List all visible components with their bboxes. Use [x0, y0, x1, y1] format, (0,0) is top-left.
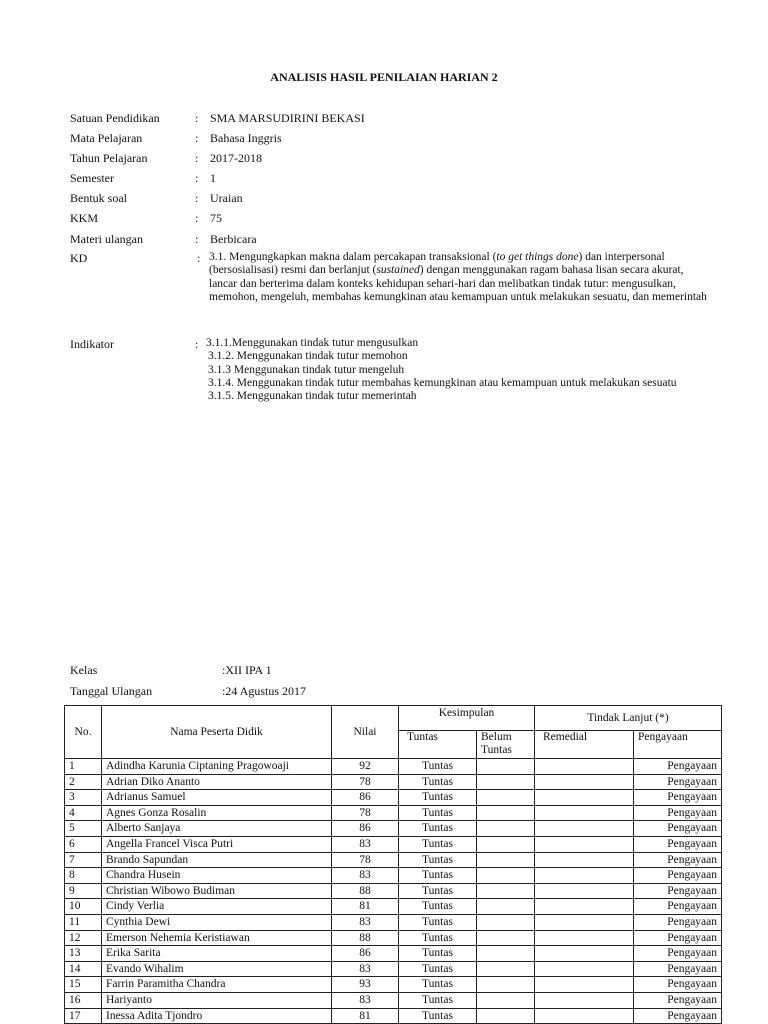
cell-nama: Inessa Adita Tjondro: [102, 1008, 332, 1024]
info-label: Semester: [70, 171, 114, 185]
cell-nilai: 93: [332, 977, 399, 993]
cell-nama: Brando Sapundan: [102, 852, 332, 868]
header-belum-tuntas: [477, 731, 535, 759]
cell-tuntas: Tuntas: [399, 961, 477, 977]
kelas-label: Kelas: [70, 663, 98, 677]
table-row: [65, 790, 722, 806]
cell-pengayaan: Pengayaan: [634, 930, 722, 946]
cell-no: 12: [65, 930, 102, 946]
cell-tuntas: Tuntas: [399, 774, 477, 790]
cell-remedial: [535, 774, 634, 790]
cell-nilai: 83: [332, 914, 399, 930]
cell-tuntas: Tuntas: [399, 977, 477, 993]
cell-tuntas: Tuntas: [399, 805, 477, 821]
cell-tuntas: Tuntas: [399, 914, 477, 930]
document-title: ANALISIS HASIL PENILAIAN HARIAN 2: [270, 70, 498, 84]
cell-remedial: [535, 914, 634, 930]
cell-remedial: [535, 852, 634, 868]
cell-nama: Christian Wibowo Budiman: [102, 883, 332, 899]
cell-nilai: 78: [332, 852, 399, 868]
kd-text-part-2: ) dan interpersonal (bersosialisasi) resmi dan berlanjut (: [209, 251, 665, 277]
cell-remedial: [535, 961, 634, 977]
table-row: [65, 868, 722, 884]
header-belum-line-2: Tuntas: [481, 744, 512, 756]
table-row: [65, 992, 722, 1008]
cell-nilai: 83: [332, 836, 399, 852]
kelas-value: :XII IPA 1: [222, 663, 272, 677]
info-colon: :: [195, 151, 199, 165]
cell-no: 14: [65, 961, 102, 977]
cell-no: 2: [65, 774, 102, 790]
table-row: [65, 914, 722, 930]
info-value: 1: [210, 171, 216, 185]
table-row: [65, 805, 722, 821]
cell-pengayaan: Pengayaan: [634, 1008, 722, 1024]
table-row: [65, 821, 722, 837]
cell-tuntas: Tuntas: [399, 836, 477, 852]
header-pengayaan: Pengayaan: [634, 731, 722, 759]
cell-nilai: 88: [332, 930, 399, 946]
cell-nama: Cindy Verlia: [102, 899, 332, 915]
cell-belum-tuntas: [477, 946, 535, 962]
cell-nama: Adrian Diko Ananto: [102, 774, 332, 790]
cell-nilai: 81: [332, 1008, 399, 1024]
cell-no: 8: [65, 868, 102, 884]
cell-belum-tuntas: [477, 930, 535, 946]
info-value: Uraian: [210, 191, 243, 205]
cell-belum-tuntas: [477, 852, 535, 868]
cell-nilai: 78: [332, 774, 399, 790]
cell-nama: Farrin Paramitha Chandra: [102, 977, 332, 993]
info-value: 75: [210, 211, 222, 225]
table-row: [65, 899, 722, 915]
cell-nilai: 81: [332, 899, 399, 915]
table-row: [65, 977, 722, 993]
cell-nilai: 78: [332, 805, 399, 821]
cell-remedial: [535, 977, 634, 993]
table-row: [65, 946, 722, 962]
cell-pengayaan: Pengayaan: [634, 961, 722, 977]
header-no: No.: [65, 706, 102, 759]
cell-remedial: [535, 805, 634, 821]
cell-pengayaan: Pengayaan: [634, 899, 722, 915]
cell-belum-tuntas: [477, 977, 535, 993]
header-belum-line-1: Belum: [481, 731, 512, 743]
table-row: [65, 836, 722, 852]
cell-nama: Adrianus Samuel: [102, 790, 332, 806]
cell-remedial: [535, 946, 634, 962]
cell-tuntas: Tuntas: [399, 852, 477, 868]
info-label: Mata Pelajaran: [70, 131, 143, 145]
kd-italic-1: to get things done: [496, 251, 579, 263]
cell-belum-tuntas: [477, 774, 535, 790]
indikator-item: 3.1.4. Menggunakan tindak tutur membahas kemungkinan atau kemampuan untuk melakukan sesuatu: [208, 376, 677, 389]
indikator-item: 3.1.2. Menggunakan tindak tutur memohon: [208, 350, 408, 363]
cell-remedial: [535, 759, 634, 775]
cell-remedial: [535, 790, 634, 806]
info-label: Satuan Pendidikan: [70, 111, 160, 125]
cell-remedial: [535, 1008, 634, 1024]
kd-text: [209, 251, 709, 304]
cell-nilai: 86: [332, 821, 399, 837]
cell-nilai: 83: [332, 961, 399, 977]
cell-nama: Emerson Nehemia Keristiawan: [102, 930, 332, 946]
cell-tuntas: Tuntas: [399, 946, 477, 962]
cell-pengayaan: Pengayaan: [634, 883, 722, 899]
cell-remedial: [535, 868, 634, 884]
kd-text-part-3: ) dengan menggunakan ragam bahasa lisan secara akurat, lancar dan berterima dalam konteks kehidupan sehari-hari dan melibatkan tindak tutur: mengusulkan, memohon, mengeluh, membahas kemungkinan atau kemampuan untuk melakukan sesuatu, dan memerintah: [209, 264, 707, 303]
info-value: Bahasa Inggris: [210, 131, 282, 145]
cell-remedial: [535, 992, 634, 1008]
cell-no: 10: [65, 899, 102, 915]
grades-body: [65, 759, 722, 1024]
info-colon: :: [195, 191, 199, 205]
cell-belum-tuntas: [477, 805, 535, 821]
cell-nama: Cynthia Dewi: [102, 914, 332, 930]
cell-tuntas: Tuntas: [399, 868, 477, 884]
cell-pengayaan: Pengayaan: [634, 805, 722, 821]
cell-belum-tuntas: [477, 759, 535, 775]
cell-no: 11: [65, 914, 102, 930]
cell-nama: Adindha Karunia Ciptaning Pragowoaji: [102, 759, 332, 775]
grades-table: [64, 705, 722, 1024]
cell-nilai: 92: [332, 759, 399, 775]
cell-tuntas: Tuntas: [399, 821, 477, 837]
cell-tuntas: Tuntas: [399, 759, 477, 775]
info-label: Bentuk soal: [70, 191, 127, 205]
kelas-row: [70, 663, 272, 678]
cell-belum-tuntas: [477, 821, 535, 837]
indikator-item: 3.1.1.Menggunakan tindak tutur mengusulkan: [206, 337, 419, 349]
header-nama: Nama Peserta Didik: [102, 706, 332, 759]
cell-nama: Chandra Husein: [102, 868, 332, 884]
table-row: [65, 759, 722, 775]
info-colon: :: [195, 232, 199, 246]
info-colon: :: [195, 171, 199, 185]
table-row: [65, 774, 722, 790]
info-label: KKM: [70, 211, 99, 225]
cell-tuntas: Tuntas: [399, 1008, 477, 1024]
cell-no: 7: [65, 852, 102, 868]
cell-no: 13: [65, 946, 102, 962]
cell-pengayaan: Pengayaan: [634, 821, 722, 837]
indikator-item: 3.1.3 Menggunakan tindak tutur mengeluh: [208, 363, 405, 376]
table-row: [65, 883, 722, 899]
kd-italic-2: sustained: [376, 264, 420, 277]
cell-belum-tuntas: [477, 914, 535, 930]
cell-pengayaan: Pengayaan: [634, 836, 722, 852]
cell-remedial: [535, 836, 634, 852]
cell-no: 17: [65, 1008, 102, 1024]
info-label: Tahun Pelajaran: [70, 151, 148, 165]
cell-pengayaan: Pengayaan: [634, 946, 722, 962]
header-tindak-lanjut: Tindak Lanjut (*): [535, 706, 722, 731]
indikator-item: 3.1.5. Menggunakan tindak tutur memerintah: [208, 390, 417, 403]
cell-belum-tuntas: [477, 868, 535, 884]
cell-nilai: 83: [332, 992, 399, 1008]
cell-belum-tuntas: [477, 1008, 535, 1024]
cell-remedial: [535, 883, 634, 899]
header-nilai: Nilai: [332, 706, 399, 759]
cell-pengayaan: Pengayaan: [634, 774, 722, 790]
cell-belum-tuntas: [477, 883, 535, 899]
indikator-label: Indikator: [70, 337, 114, 351]
table-row: [65, 1008, 722, 1024]
cell-nama: Alberto Sanjaya: [102, 821, 332, 837]
cell-remedial: [535, 930, 634, 946]
cell-nilai: 86: [332, 946, 399, 962]
cell-belum-tuntas: [477, 899, 535, 915]
tanggal-value: :24 Agustus 2017: [222, 684, 307, 698]
cell-remedial: [535, 821, 634, 837]
cell-belum-tuntas: [477, 992, 535, 1008]
cell-tuntas: Tuntas: [399, 883, 477, 899]
cell-pengayaan: Pengayaan: [634, 790, 722, 806]
cell-tuntas: Tuntas: [399, 899, 477, 915]
info-value: SMA MARSUDIRINI BEKASI: [210, 111, 365, 125]
cell-no: 15: [65, 977, 102, 993]
cell-nama: Evando Wihalim: [102, 961, 332, 977]
indikator-list: [206, 337, 677, 403]
kd-label: KD: [70, 251, 88, 265]
info-colon: :: [195, 211, 199, 225]
cell-pengayaan: Pengayaan: [634, 977, 722, 993]
cell-pengayaan: Pengayaan: [634, 852, 722, 868]
info-value: Berbicara: [210, 232, 257, 246]
tanggal-label: Tanggal Ulangan: [70, 684, 153, 698]
tanggal-row: [70, 684, 307, 699]
kd-colon: :: [197, 251, 201, 265]
info-colon: :: [195, 111, 199, 125]
cell-no: 5: [65, 821, 102, 837]
header-kesimpulan: Kesimpulan: [399, 706, 535, 731]
cell-tuntas: Tuntas: [399, 930, 477, 946]
table-row: [65, 930, 722, 946]
cell-pengayaan: Pengayaan: [634, 868, 722, 884]
indikator-colon: :: [195, 337, 199, 351]
cell-nilai: 88: [332, 883, 399, 899]
cell-belum-tuntas: [477, 790, 535, 806]
cell-tuntas: Tuntas: [399, 790, 477, 806]
header-remedial: Remedial: [535, 731, 634, 759]
cell-no: 16: [65, 992, 102, 1008]
cell-belum-tuntas: [477, 836, 535, 852]
table-row: [65, 961, 722, 977]
cell-pengayaan: Pengayaan: [634, 914, 722, 930]
cell-nama: Agnes Gonza Rosalin: [102, 805, 332, 821]
cell-pengayaan: Pengayaan: [634, 992, 722, 1008]
cell-nilai: 86: [332, 790, 399, 806]
cell-no: 3: [65, 790, 102, 806]
info-label: Materi ulangan: [70, 232, 143, 246]
header-tuntas: Tuntas: [399, 731, 477, 759]
cell-no: 6: [65, 836, 102, 852]
info-colon: :: [195, 131, 199, 145]
cell-nama: Hariyanto: [102, 992, 332, 1008]
cell-nilai: 83: [332, 868, 399, 884]
cell-no: 9: [65, 883, 102, 899]
cell-no: 4: [65, 805, 102, 821]
cell-pengayaan: Pengayaan: [634, 759, 722, 775]
cell-belum-tuntas: [477, 961, 535, 977]
cell-tuntas: Tuntas: [399, 992, 477, 1008]
cell-remedial: [535, 899, 634, 915]
kd-text-part-1: 3.1. Mengungkapkan makna dalam percakapan transaksional (: [209, 251, 497, 263]
cell-nama: Erika Sarita: [102, 946, 332, 962]
table-row: [65, 852, 722, 868]
cell-no: 1: [65, 759, 102, 775]
info-value: 2017-2018: [210, 151, 262, 165]
cell-nama: Angella Francel Visca Putri: [102, 836, 332, 852]
